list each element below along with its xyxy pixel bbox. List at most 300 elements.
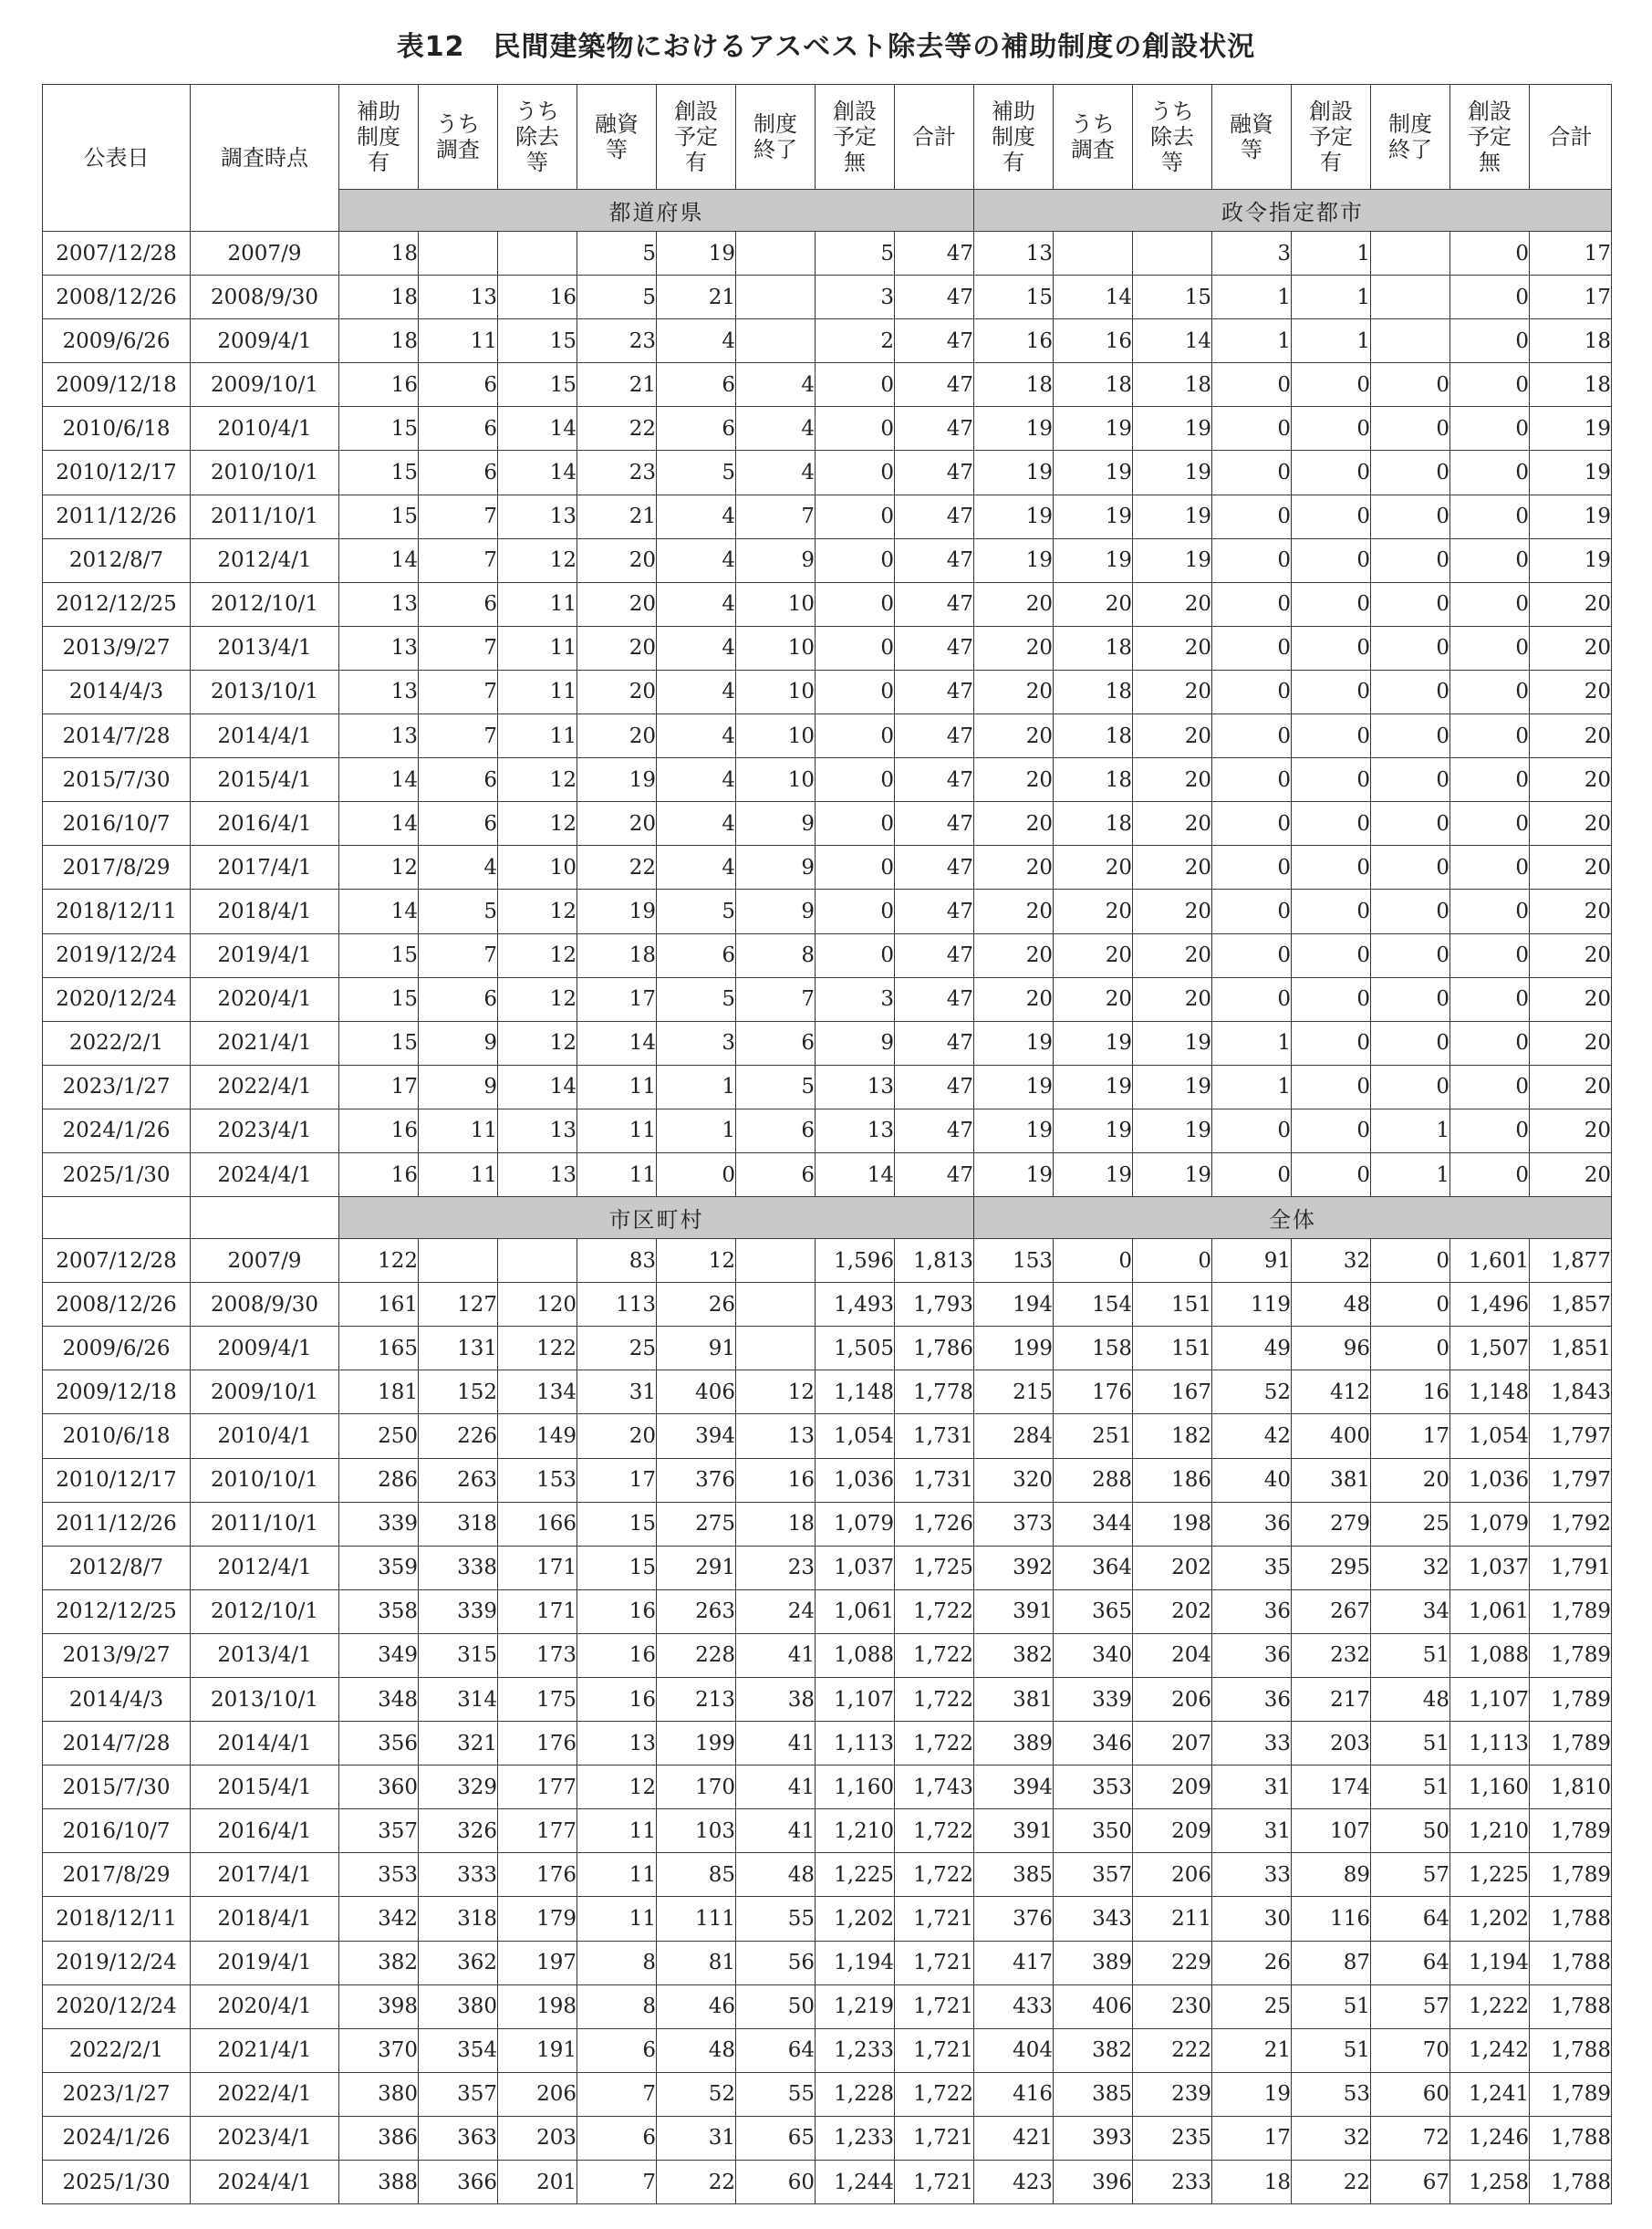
section-blank-cell: [191, 1197, 339, 1239]
value-cell: 19: [1054, 1152, 1133, 1196]
value-cell: 1: [1371, 1152, 1450, 1196]
value-cell: 12: [498, 758, 577, 802]
value-cell: 1,788: [1530, 1941, 1612, 1984]
value-cell: 406: [657, 1370, 736, 1414]
value-cell: 314: [419, 1678, 498, 1722]
value-cell: 0: [1371, 407, 1450, 451]
value-cell: 1,088: [816, 1633, 895, 1677]
value-cell: 153: [498, 1458, 577, 1502]
value-cell: 1,493: [816, 1283, 895, 1327]
value-cell: 6: [577, 2116, 657, 2160]
value-cell: 32: [1292, 1239, 1371, 1283]
value-cell: 19: [1530, 407, 1612, 451]
value-cell: 0: [1450, 363, 1530, 407]
value-cell: 4: [657, 714, 736, 758]
survey-date-cell: 2024/4/1: [191, 1152, 339, 1196]
survey-date-cell: 2014/4/1: [191, 714, 339, 758]
survey-date-cell: 2019/4/1: [191, 1941, 339, 1984]
value-cell: 19: [1530, 495, 1612, 538]
value-cell: 19: [1133, 1109, 1212, 1152]
publication-date-cell: 2015/7/30: [43, 1765, 191, 1809]
value-cell: 0: [1292, 1109, 1371, 1152]
value-cell: 340: [1054, 1633, 1133, 1677]
value-cell: 382: [339, 1941, 419, 1984]
table-row: [43, 451, 1612, 495]
value-cell: 11: [577, 1809, 657, 1853]
value-cell: 1,210: [816, 1809, 895, 1853]
value-cell: 0: [1450, 495, 1530, 538]
value-cell: 392: [974, 1546, 1054, 1589]
value-cell: 182: [1133, 1414, 1212, 1458]
value-cell: 18: [1133, 363, 1212, 407]
value-cell: 0: [1371, 714, 1450, 758]
table-row: [43, 1152, 1612, 1196]
value-cell: 0: [1371, 670, 1450, 713]
value-cell: 315: [419, 1633, 498, 1677]
value-cell: 0: [1371, 1327, 1450, 1370]
value-cell: 209: [1133, 1765, 1212, 1809]
value-cell: 3: [816, 977, 895, 1021]
publication-date-cell: 2017/8/29: [43, 846, 191, 890]
value-cell: 0: [1133, 1239, 1212, 1283]
value-cell: 433: [974, 1984, 1054, 2028]
value-cell: 19: [974, 538, 1054, 582]
value-cell: 1,079: [1450, 1502, 1530, 1546]
table-row: [43, 714, 1612, 758]
survey-date-cell: 2014/4/1: [191, 1722, 339, 1765]
value-cell: 8: [736, 933, 816, 977]
value-cell: 26: [657, 1283, 736, 1327]
value-cell: 353: [339, 1853, 419, 1897]
value-cell: 19: [974, 1152, 1054, 1196]
value-cell: 1: [657, 1065, 736, 1109]
value-cell: 0: [1371, 1239, 1450, 1283]
value-cell: 1,061: [816, 1589, 895, 1633]
value-cell: 46: [657, 1984, 736, 2028]
value-cell: 1,507: [1450, 1327, 1530, 1370]
value-cell: 1,788: [1530, 2116, 1612, 2160]
value-cell: 199: [657, 1722, 736, 1765]
value-cell: 13: [816, 1065, 895, 1109]
value-cell: 19: [1054, 1021, 1133, 1065]
value-cell: 15: [974, 276, 1054, 319]
publication-date-cell: 2025/1/30: [43, 1152, 191, 1196]
value-cell: 0: [1212, 538, 1292, 582]
value-cell: 263: [419, 1458, 498, 1502]
value-cell: 1: [1212, 1065, 1292, 1109]
value-cell: 15: [1133, 276, 1212, 319]
value-cell: 1,877: [1530, 1239, 1612, 1283]
value-cell: 13: [974, 232, 1054, 276]
value-cell: 215: [974, 1370, 1054, 1414]
value-cell: 11: [577, 1897, 657, 1941]
value-cell: 1,601: [1450, 1239, 1530, 1283]
survey-date-cell: 2015/4/1: [191, 758, 339, 802]
value-cell: 47: [895, 1021, 974, 1065]
survey-date-cell: 2008/9/30: [191, 276, 339, 319]
value-cell: 206: [1133, 1853, 1212, 1897]
value-cell: 9: [736, 890, 816, 933]
value-cell: 6: [419, 363, 498, 407]
value-cell: 11: [498, 714, 577, 758]
value-cell: 1,107: [1450, 1678, 1530, 1722]
value-cell: 203: [1292, 1722, 1371, 1765]
value-cell: 0: [1212, 407, 1292, 451]
value-cell: 20: [1530, 1109, 1612, 1152]
value-cell: 4: [419, 846, 498, 890]
survey-date-cell: 2007/9: [191, 1239, 339, 1283]
header-column: 合計: [895, 85, 974, 190]
value-cell: [736, 1283, 816, 1327]
value-cell: 48: [1371, 1678, 1450, 1722]
value-cell: 0: [1450, 538, 1530, 582]
publication-date-cell: 2019/12/24: [43, 1941, 191, 1984]
value-cell: 17: [1371, 1414, 1450, 1458]
value-cell: 0: [1212, 846, 1292, 890]
value-cell: 1,731: [895, 1414, 974, 1458]
header-column: 融資 等: [1212, 85, 1292, 190]
value-cell: 20: [974, 977, 1054, 1021]
value-cell: 385: [1054, 2072, 1133, 2116]
value-cell: 48: [1292, 1283, 1371, 1327]
table-row: [43, 1765, 1612, 1809]
value-cell: 1,721: [895, 1984, 974, 2028]
value-cell: 0: [1212, 758, 1292, 802]
survey-date-cell: 2010/4/1: [191, 407, 339, 451]
value-cell: 9: [736, 538, 816, 582]
value-cell: 47: [895, 802, 974, 846]
header-row: [43, 85, 1612, 190]
value-cell: 18: [1054, 626, 1133, 670]
value-cell: 3: [657, 1021, 736, 1065]
value-cell: 0: [1371, 846, 1450, 890]
table-row: [43, 1239, 1612, 1283]
value-cell: 19: [577, 758, 657, 802]
table-row: [43, 1414, 1612, 1458]
publication-date-cell: 2009/6/26: [43, 1327, 191, 1370]
value-cell: 1,228: [816, 2072, 895, 2116]
value-cell: 48: [657, 2028, 736, 2072]
value-cell: 1,731: [895, 1458, 974, 1502]
value-cell: 1,857: [1530, 1283, 1612, 1327]
value-cell: 198: [498, 1984, 577, 2028]
table-row: [43, 1722, 1612, 1765]
value-cell: 11: [498, 626, 577, 670]
value-cell: 10: [736, 670, 816, 713]
survey-date-cell: 2018/4/1: [191, 890, 339, 933]
value-cell: 6: [419, 802, 498, 846]
value-cell: 47: [895, 582, 974, 626]
value-cell: 13: [339, 582, 419, 626]
value-cell: 166: [498, 1502, 577, 1546]
publication-date-cell: 2023/1/27: [43, 1065, 191, 1109]
value-cell: 16: [577, 1678, 657, 1722]
value-cell: 233: [1133, 2161, 1212, 2204]
value-cell: 20: [1133, 626, 1212, 670]
value-cell: 0: [1371, 1065, 1450, 1109]
survey-date-cell: 2011/10/1: [191, 495, 339, 538]
value-cell: 199: [974, 1327, 1054, 1370]
value-cell: 0: [816, 714, 895, 758]
value-cell: 34: [1371, 1589, 1450, 1633]
value-cell: 6: [419, 977, 498, 1021]
value-cell: 1,851: [1530, 1327, 1612, 1370]
value-cell: 0: [1371, 802, 1450, 846]
value-cell: 279: [1292, 1502, 1371, 1546]
value-cell: 206: [1133, 1678, 1212, 1722]
table-row: [43, 319, 1612, 363]
value-cell: 0: [1292, 977, 1371, 1021]
publication-date-cell: 2014/4/3: [43, 670, 191, 713]
survey-date-cell: 2022/4/1: [191, 1065, 339, 1109]
value-cell: 18: [1054, 363, 1133, 407]
value-cell: 5: [577, 232, 657, 276]
value-cell: 9: [736, 802, 816, 846]
value-cell: 0: [1450, 802, 1530, 846]
value-cell: 1,788: [1530, 2161, 1612, 2204]
value-cell: 0: [1450, 758, 1530, 802]
value-cell: 394: [974, 1765, 1054, 1809]
value-cell: 15: [339, 451, 419, 495]
value-cell: 167: [1133, 1370, 1212, 1414]
value-cell: 1,788: [1530, 2028, 1612, 2072]
value-cell: 47: [895, 933, 974, 977]
value-cell: 22: [1292, 2161, 1371, 2204]
value-cell: 47: [895, 626, 974, 670]
value-cell: 87: [1292, 1941, 1371, 1984]
value-cell: 4: [657, 846, 736, 890]
survey-date-cell: 2007/9: [191, 232, 339, 276]
value-cell: 0: [816, 582, 895, 626]
value-cell: 0: [1450, 582, 1530, 626]
table-row: [43, 1109, 1612, 1152]
value-cell: 32: [1292, 2116, 1371, 2160]
survey-date-cell: 2017/4/1: [191, 846, 339, 890]
survey-date-cell: 2010/10/1: [191, 1458, 339, 1502]
value-cell: 11: [498, 582, 577, 626]
publication-date-cell: 2020/12/24: [43, 977, 191, 1021]
value-cell: 20: [1530, 670, 1612, 713]
value-cell: 1,225: [1450, 1853, 1530, 1897]
publication-date-cell: 2008/12/26: [43, 1283, 191, 1327]
value-cell: 0: [1371, 1021, 1450, 1065]
value-cell: 33: [1212, 1853, 1292, 1897]
value-cell: 91: [1212, 1239, 1292, 1283]
value-cell: 15: [339, 1021, 419, 1065]
value-cell: 16: [1054, 319, 1133, 363]
value-cell: 14: [816, 1152, 895, 1196]
value-cell: 20: [1054, 933, 1133, 977]
value-cell: 186: [1133, 1458, 1212, 1502]
value-cell: 177: [498, 1765, 577, 1809]
section-body-prefectures: [43, 232, 1612, 1197]
header-column: うち 調査: [1054, 85, 1133, 190]
value-cell: 18: [1054, 714, 1133, 758]
value-cell: 4: [736, 363, 816, 407]
value-cell: 0: [1371, 363, 1450, 407]
value-cell: 7: [419, 495, 498, 538]
value-cell: 176: [498, 1853, 577, 1897]
value-cell: 0: [1292, 670, 1371, 713]
value-cell: [1371, 232, 1450, 276]
value-cell: 204: [1133, 1633, 1212, 1677]
value-cell: 1,778: [895, 1370, 974, 1414]
value-cell: 5: [657, 977, 736, 1021]
value-cell: 19: [1133, 451, 1212, 495]
value-cell: 56: [736, 1941, 816, 1984]
survey-date-cell: 2011/10/1: [191, 1502, 339, 1546]
value-cell: 14: [577, 1021, 657, 1065]
value-cell: 0: [816, 670, 895, 713]
value-cell: 235: [1133, 2116, 1212, 2160]
value-cell: 5: [657, 890, 736, 933]
table-row: [43, 1370, 1612, 1414]
value-cell: 19: [577, 890, 657, 933]
value-cell: 0: [1212, 1109, 1292, 1152]
value-cell: 5: [419, 890, 498, 933]
value-cell: 0: [1450, 977, 1530, 1021]
value-cell: 0: [1292, 582, 1371, 626]
value-cell: 1,722: [895, 1853, 974, 1897]
value-cell: 52: [657, 2072, 736, 2116]
publication-date-cell: 2018/12/11: [43, 1897, 191, 1941]
value-cell: 57: [1371, 1853, 1450, 1897]
header-column: うち 調査: [419, 85, 498, 190]
value-cell: 16: [498, 276, 577, 319]
value-cell: 0: [1450, 276, 1530, 319]
value-cell: 1,789: [1530, 1589, 1612, 1633]
value-cell: 5: [816, 232, 895, 276]
value-cell: 19: [1054, 1109, 1133, 1152]
value-cell: 0: [1371, 538, 1450, 582]
value-cell: 202: [1133, 1589, 1212, 1633]
value-cell: 1,194: [1450, 1941, 1530, 1984]
value-cell: 49: [1212, 1327, 1292, 1370]
value-cell: [419, 1239, 498, 1283]
value-cell: 20: [974, 890, 1054, 933]
value-cell: 20: [1054, 977, 1133, 1021]
value-cell: 380: [419, 1984, 498, 2028]
value-cell: 47: [895, 758, 974, 802]
table-row: [43, 1546, 1612, 1589]
value-cell: 1: [1212, 1021, 1292, 1065]
survey-date-cell: 2018/4/1: [191, 1897, 339, 1941]
value-cell: 18: [339, 319, 419, 363]
value-cell: 83: [577, 1239, 657, 1283]
value-cell: 1,233: [816, 2028, 895, 2072]
value-cell: 1,037: [1450, 1546, 1530, 1589]
value-cell: 20: [1133, 802, 1212, 846]
value-cell: 6: [657, 407, 736, 451]
value-cell: 10: [736, 626, 816, 670]
value-cell: 16: [1371, 1370, 1450, 1414]
publication-date-cell: 2013/9/27: [43, 1633, 191, 1677]
value-cell: 13: [498, 1109, 577, 1152]
value-cell: 251: [1054, 1414, 1133, 1458]
value-cell: 380: [339, 2072, 419, 2116]
survey-date-cell: 2009/4/1: [191, 319, 339, 363]
value-cell: 0: [1212, 626, 1292, 670]
value-cell: 36: [1212, 1502, 1292, 1546]
value-cell: 0: [1450, 1109, 1530, 1152]
publication-date-cell: 2007/12/28: [43, 232, 191, 276]
value-cell: 2: [816, 319, 895, 363]
header-column: 創設 予定 有: [1292, 85, 1371, 190]
survey-date-cell: 2012/10/1: [191, 582, 339, 626]
survey-date-cell: 2024/4/1: [191, 2161, 339, 2204]
value-cell: 8: [577, 1984, 657, 2028]
value-cell: 70: [1371, 2028, 1450, 2072]
value-cell: [419, 232, 498, 276]
value-cell: 64: [736, 2028, 816, 2072]
value-cell: 7: [419, 933, 498, 977]
value-cell: 0: [1212, 582, 1292, 626]
value-cell: 18: [339, 232, 419, 276]
value-cell: 26: [1212, 1941, 1292, 1984]
value-cell: 222: [1133, 2028, 1212, 2072]
value-cell: 14: [339, 802, 419, 846]
survey-date-cell: 2009/4/1: [191, 1327, 339, 1370]
value-cell: 10: [736, 714, 816, 758]
value-cell: 217: [1292, 1678, 1371, 1722]
value-cell: 20: [974, 582, 1054, 626]
survey-date-cell: 2013/10/1: [191, 670, 339, 713]
value-cell: 40: [1212, 1458, 1292, 1502]
value-cell: 111: [657, 1897, 736, 1941]
value-cell: 9: [419, 1065, 498, 1109]
value-cell: 19: [974, 451, 1054, 495]
value-cell: 153: [974, 1239, 1054, 1283]
value-cell: 1,505: [816, 1327, 895, 1370]
publication-date-cell: 2011/12/26: [43, 1502, 191, 1546]
value-cell: 1,788: [1530, 1897, 1612, 1941]
value-cell: 19: [1530, 451, 1612, 495]
value-cell: 13: [339, 670, 419, 713]
value-cell: 0: [816, 495, 895, 538]
value-cell: 7: [577, 2161, 657, 2204]
header-publication-date: 公表日: [43, 85, 191, 232]
value-cell: 24: [736, 1589, 816, 1633]
value-cell: 11: [419, 1152, 498, 1196]
value-cell: 18: [577, 933, 657, 977]
value-cell: 1,722: [895, 1589, 974, 1633]
value-cell: 0: [1292, 1152, 1371, 1196]
value-cell: 165: [339, 1327, 419, 1370]
value-cell: 1,725: [895, 1546, 974, 1589]
value-cell: 13: [419, 276, 498, 319]
value-cell: 131: [419, 1327, 498, 1370]
value-cell: 19: [1133, 495, 1212, 538]
value-cell: 1,792: [1530, 1502, 1612, 1546]
value-cell: 19: [974, 1109, 1054, 1152]
value-cell: 1,202: [816, 1897, 895, 1941]
value-cell: 15: [339, 933, 419, 977]
value-cell: 0: [816, 758, 895, 802]
publication-date-cell: 2012/12/25: [43, 1589, 191, 1633]
value-cell: 1,219: [816, 1984, 895, 2028]
table-row: [43, 1283, 1612, 1327]
value-cell: 198: [1133, 1502, 1212, 1546]
value-cell: 354: [419, 2028, 498, 2072]
value-cell: 1,258: [1450, 2161, 1530, 2204]
value-cell: 19: [1530, 538, 1612, 582]
value-cell: 0: [1371, 890, 1450, 933]
value-cell: 25: [1212, 1984, 1292, 2028]
value-cell: 1,721: [895, 2116, 974, 2160]
value-cell: 47: [895, 846, 974, 890]
survey-date-cell: 2019/4/1: [191, 933, 339, 977]
value-cell: 7: [419, 670, 498, 713]
